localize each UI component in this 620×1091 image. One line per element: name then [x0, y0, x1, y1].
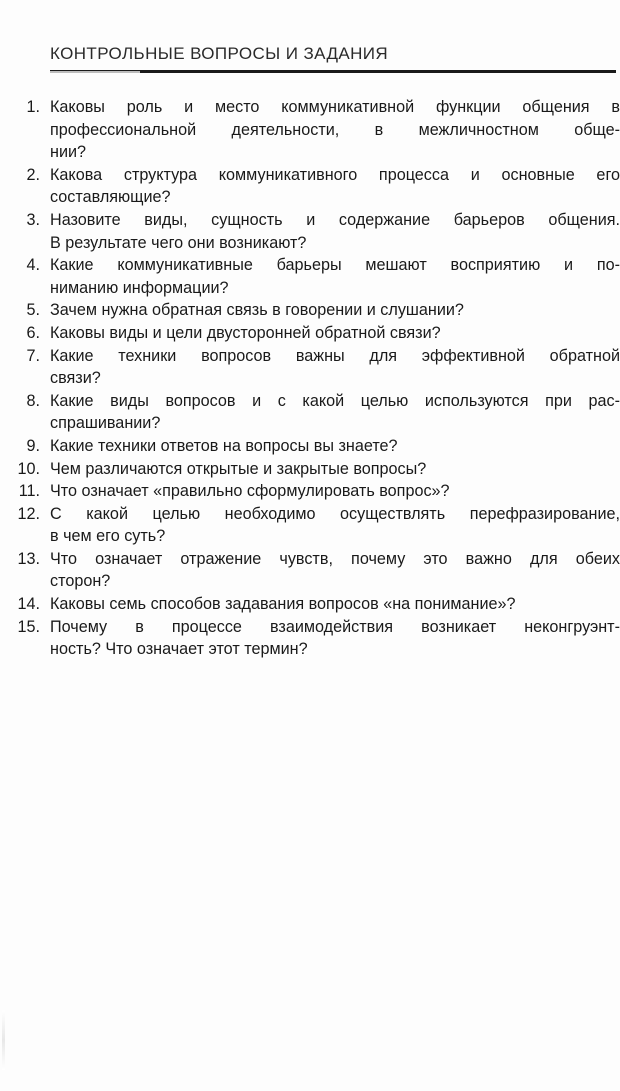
question-text [50, 209, 620, 254]
question-item [16, 164, 620, 209]
question-number: 2. [26, 165, 40, 184]
question-item [16, 254, 620, 299]
question-text [50, 480, 620, 503]
question-number: 7. [26, 346, 40, 365]
question-number: 13. [17, 549, 40, 568]
question-text-line: Каковы семь способов задавания вопросов «на понимание»? [50, 595, 516, 614]
question-text-line: Почему в процессе взаимодействия возникает неконгруэнт- [50, 617, 620, 636]
question-text [50, 299, 620, 322]
question-text [50, 96, 620, 164]
question-text-line: ниманию информации? [50, 278, 229, 297]
question-item [16, 458, 620, 481]
question-text [50, 435, 620, 458]
question-list [16, 96, 620, 661]
question-item [16, 480, 620, 503]
question-text-line: Что означает отражение чувств, почему это важно для обеих [50, 549, 620, 568]
question-item [16, 390, 620, 435]
question-text-line: Какие виды вопросов и с какой целью используются при рас- [50, 391, 620, 410]
question-text [50, 322, 620, 345]
question-item [16, 616, 620, 661]
question-text-line: Что означает «правильно сформулировать вопрос»? [50, 482, 450, 501]
question-text-line: Какие коммуникативные барьеры мешают восприятию и по- [50, 256, 620, 275]
question-text-line: Каковы виды и цели двусторонней обратной связи? [50, 323, 441, 342]
question-text-line: в чем его суть? [50, 527, 166, 546]
question-text [50, 503, 620, 548]
question-text-line: Зачем нужна обратная связь в говорении и слушании? [50, 301, 464, 320]
question-text-line: Каковы роль и место коммуникативной функции общения в [50, 98, 620, 116]
question-number: 6. [26, 323, 40, 342]
question-item [16, 503, 620, 548]
question-number: 5. [26, 301, 40, 320]
question-number: 4. [26, 256, 40, 275]
section-heading: КОНТРОЛЬНЫЕ ВОПРОСЫ И ЗАДАНИЯ [50, 44, 389, 63]
question-text [50, 593, 620, 616]
question-text-line: В результате чего они возникают? [50, 233, 307, 252]
question-text-line: профессиональной деятельности, в межличностном обще- [50, 120, 620, 139]
question-text-line: Какова структура коммуникативного процесса и основные его [50, 165, 620, 184]
question-item [16, 345, 620, 390]
question-number: 8. [26, 391, 40, 410]
question-text [50, 548, 620, 593]
question-item [16, 322, 620, 345]
question-text [50, 390, 620, 435]
question-number: 1. [26, 98, 40, 116]
question-text-line: сторон? [50, 572, 111, 591]
question-text-line: Какие техники вопросов важны для эффективной обратной [50, 346, 620, 365]
question-number: 15. [17, 617, 40, 636]
question-number: 10. [17, 459, 40, 478]
question-text-line: связи? [50, 369, 101, 388]
question-number: 3. [26, 210, 40, 229]
heading-rule-faded [50, 71, 140, 73]
question-number: 9. [26, 436, 40, 455]
question-text-line: Чем различаются открытые и закрытые вопросы? [50, 459, 427, 478]
question-item [16, 96, 620, 164]
question-text-line: нии? [50, 143, 87, 162]
question-number: 14. [17, 595, 40, 614]
question-text [50, 458, 620, 481]
question-text-line: ность? Что означает этот термин? [50, 640, 308, 659]
question-item [16, 593, 620, 616]
question-text-line: спрашивании? [50, 414, 161, 433]
question-text-line: С какой целью необходимо осуществлять перефразирование, [50, 504, 620, 523]
question-number: 11. [18, 482, 40, 501]
question-text-line: составляющие? [50, 188, 171, 207]
question-text-line: Какие техники ответов на вопросы вы знаете? [50, 436, 398, 455]
question-text-line: Назовите виды, сущность и содержание барьеров общения. [50, 210, 620, 229]
question-text [50, 345, 620, 390]
question-item [16, 209, 620, 254]
question-text [50, 164, 620, 209]
question-text [50, 254, 620, 299]
question-item [16, 435, 620, 458]
question-text [50, 616, 620, 661]
question-item [16, 548, 620, 593]
question-number: 12. [17, 504, 40, 523]
question-item [16, 299, 620, 322]
scan-edge-mark [2, 1010, 5, 1070]
